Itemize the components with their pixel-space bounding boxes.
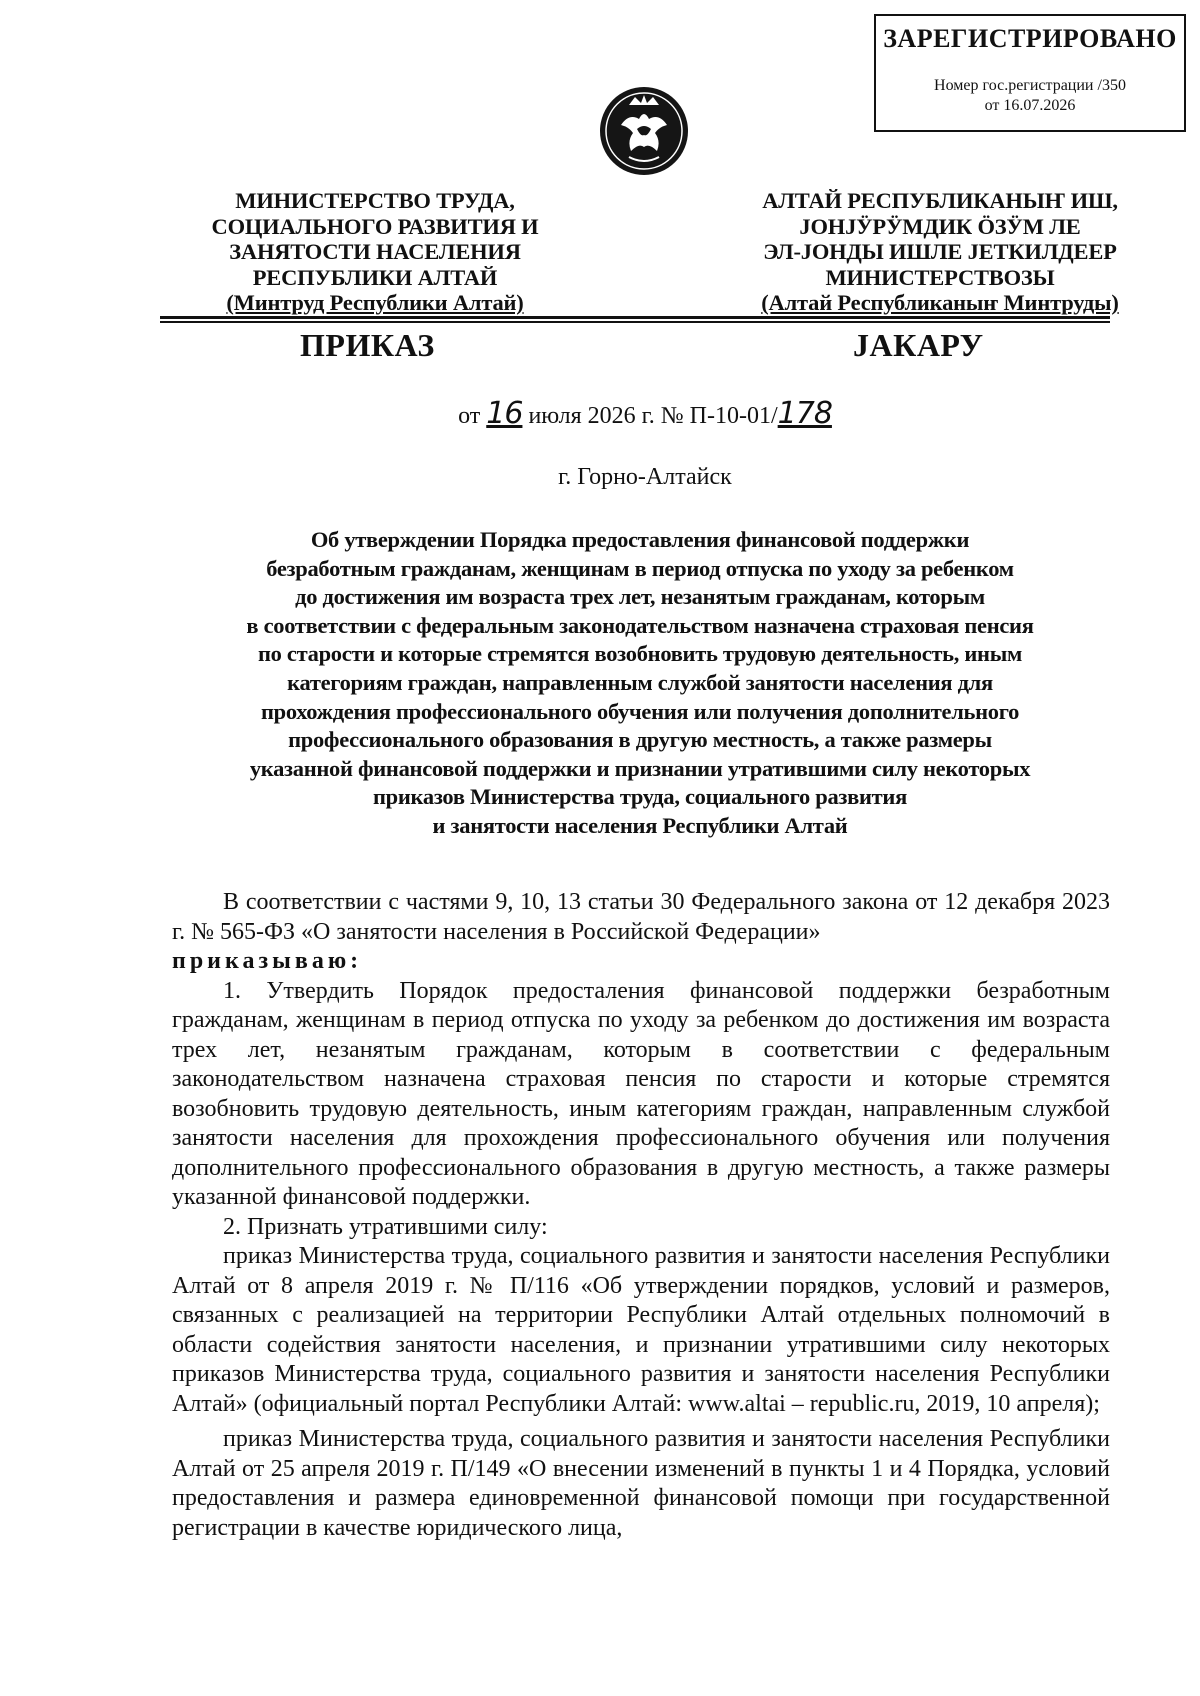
paragraph-4: приказ Министерства труда, социального развития и занятости населения Республики Алтай от 25 апреля 2019 г. П/149 «О внесении изменений в пункты 1 и 4 Порядка, условий предоставления и размера единовременной финансовой помощи при государственной регистрации в качестве юридического лица, [172,1426,1110,1541]
registration-stamp [874,14,1186,132]
order-word-russian: ПРИКАЗ [300,327,435,363]
title-line: прохождения профессионального обучения или получения дополнительного [260,698,1020,724]
date-middle: июля 2026 г. № П-10-01/ [528,403,778,429]
stamp-registration-date: от 16.07.2026 [984,97,1076,114]
header-left-line: ЗАНЯТОСТИ НАСЕЛЕНИЯ [229,239,521,264]
title-line: безработным гражданам, женщинам в период отпуска по уходу за ребенком [266,555,1014,581]
header-left-line: МИНИСТЕРСТВО ТРУДА, [235,188,515,213]
title-line: в соответствии с федеральным законодательством назначена страховая пенсия [246,612,1034,638]
order-date-number [0,396,1200,431]
header-left-line: СОЦИАЛЬНОГО РАЗВИТИЯ И [211,213,539,239]
stamp-registration-number: Номер гос.регистрации /350 [934,77,1126,94]
paragraph-3: приказ Министерства труда, социального развития и занятости населения Республики Алтай от 8 апреля 2019 г. № П/116 «Об утверждении порядков, условий и размеров, связанных с реализацией на территории Республики Алтай отдельных полномочий в области содействия занятости населения, и признании утратившими силу некоторых приказов Министерства труда, социального развития и занятости населения Республики Алтай» (официальный портал Республики Алтай: www.altai – republic.ru, 2019, 10 апреля); [172,1243,1110,1417]
header-divider-thin [160,321,1110,323]
stamp-title: ЗАРЕГИСТРИРОВАНО [883,24,1177,53]
ministry-name-altai [730,188,1150,316]
header-right-line: МИНИСТЕРСТВОЗЫ [825,264,1055,290]
title-line: по старости и которые стремятся возобновить трудовую деятельность, иным [257,641,1023,667]
header-right-line: АЛТАЙ РЕСПУБЛИКАНЫҤ ИШ, [762,188,1118,213]
altai-republic-emblem-icon [599,85,689,177]
order-word-altai: ЈАКАРУ [853,327,984,363]
title-line: приказов Министерства труда, социального развития [373,784,907,810]
title-line: указанной финансовой поддержки и признании утратившими силу некоторых [249,755,1031,781]
header-left-line: РЕСПУБЛИКИ АЛТАЙ [252,264,498,290]
paragraph-2: 2. Признать утратившими силу: [223,1213,548,1240]
title-line: Об утверждении Порядка предоставления финансовой поддержки [310,527,970,552]
header-divider [160,316,1110,319]
ministry-name-russian [165,188,585,316]
header-right-line: ЭЛ-ЈОНДЫ ИШЛЕ ЈЕТКИЛДЕЕР [763,239,1117,264]
document-body [172,888,1110,1543]
city: г. Горно-Алтайск [558,464,732,490]
paragraph-1: 1. Утвердить Порядок предосталения финансовой поддержки безработным гражданам, женщинам в период отпуска по уходу за ребенком до достижения им возраста трех лет, незанятым гражданам, которым в соответствии с федеральным законодательством назначена страховая пенсия по старости и которые стремятся возобновить трудовую деятельность, иным категориям граждан, направленным службой занятости населения для прохождения профессионального обучения или получения дополнительного профессионального образования в другую местность, а также размеры указанной финансовой поддержки. [172,977,1110,1210]
handwritten-number: 178 [777,396,832,431]
ministry-short-name-altai: (Алтай Республиканыҥ Минтруды) [761,290,1119,315]
document-title [165,526,1115,841]
ministry-short-name-russian: (Минтруд Республики Алтай) [226,290,524,315]
date-prefix: от [458,403,481,429]
preamble-paragraph: В соответствии с частями 9, 10, 13 статьи 30 Федерального закона от 12 декабря 2023 г. № 565-ФЗ «О занятости населения в Российской Федерации» [172,889,1110,945]
title-line: категориям граждан, направленным службой занятости населения для [287,669,993,695]
order-directive: приказываю: [172,948,363,974]
header-right-line: ЈОНЈӰРӰМДИК ÖЗӰМ ЛЕ [799,213,1081,239]
title-line: профессионального образования в другую местность, а также размеры [288,727,992,753]
title-line: до достижения им возраста трех лет, незанятым гражданам, которым [295,584,985,610]
title-line: и занятости населения Республики Алтай [432,812,848,838]
handwritten-day: 16 [486,396,523,431]
